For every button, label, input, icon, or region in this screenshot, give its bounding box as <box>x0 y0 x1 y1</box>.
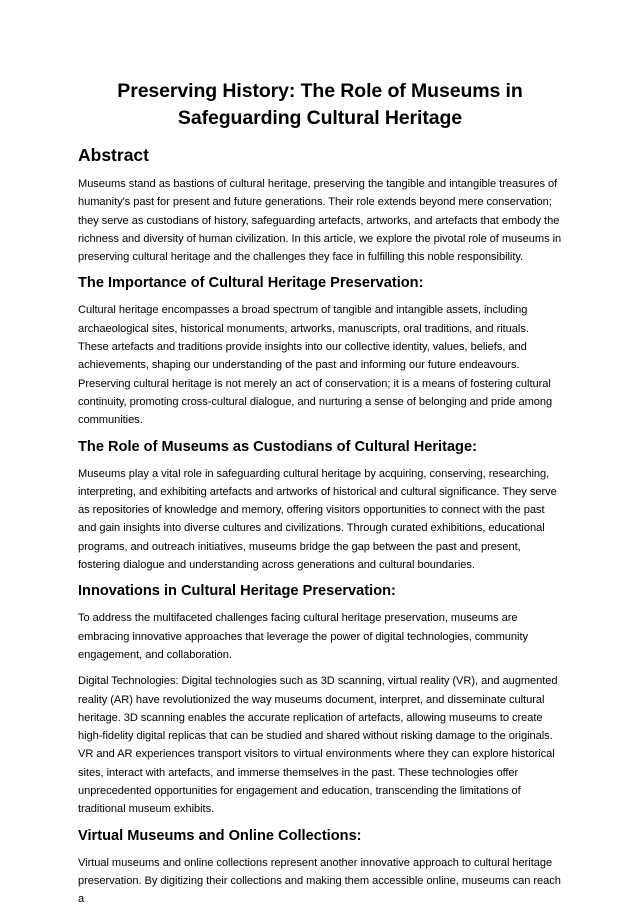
section-heading-importance: The Importance of Cultural Heritage Preservation: <box>78 275 424 292</box>
section-paragraph: Museums play a vital role in safeguarding cultural heritage by acquiring, conserving, researching, interpreting, and exhibiting artefacts and artworks of historical and cultural significance. They serve as repositories of knowledge and memory, offering visitors opportunities to connect with the past and gain insights into diverse cultures and civilizations. Through curated exhibitions, educational programs, and outreach initiatives, museums bridge the gap between the past and present, fostering dialogue and understanding across generations and cultural boundaries. <box>78 467 557 572</box>
section-paragraph: Virtual museums and online collections represent another innovative approach to cultural heritage preservation. By digitizing their collections and making them accessible online, museums can reach a <box>78 856 561 906</box>
section-heading-virtual-museums: Virtual Museums and Online Collections: <box>78 827 362 844</box>
abstract-paragraph: Museums stand as bastions of cultural heritage, preserving the tangible and intangible treasures of humanity's past for present and future generations. Their role extends beyond mere conservation; they serve as custodians of history, safeguarding artefacts, artworks, and artefacts that embody the richness and diversity of human civilization. In this article, we explore the pivotal role of museums in preserving cultural heritage and the challenges they face in fulfilling this noble responsibility. <box>78 178 562 264</box>
section-paragraph: Digital Technologies: Digital technologies such as 3D scanning, virtual reality (VR), and augmented reality (AR) have revolutionized the way museums document, interpret, and disseminate cultural heritage. 3D scanning enables the accurate replication of artefacts, allowing museums to create high-fidelity digital replicas that can be studied and shared without risking damage to the originals. VR and AR experiences transport visitors to virtual environments where they can explore historical sites, interact with artefacts, and immerse themselves in the past. These technologies offer unprecedented opportunities for engagement and education, transcending the limitations of traditional museum exhibits. <box>78 675 558 816</box>
section-paragraph: Cultural heritage encompasses a broad spectrum of tangible and intangible assets, including archaeological sites, historical monuments, artworks, manuscripts, oral traditions, and rituals. These artefacts and traditions provide insights into our collective identity, values, beliefs, and achievements, shaping our understanding of the past and informing our future endeavours. Preserving cultural heritage is not merely an act of conservation; it is a means of fostering cultural continuity, promoting cross-cultural dialogue, and nurturing a sense of belonging and pride among communities. <box>78 304 553 427</box>
abstract-heading: Abstract <box>78 145 149 165</box>
document-page <box>78 78 562 917</box>
section-paragraph: To address the multifaceted challenges facing cultural heritage preservation, museums are embracing innovative approaches that leverage the power of digital technologies, community engagement, and collaboration. <box>78 612 528 661</box>
section-heading-innovations: Innovations in Cultural Heritage Preservation: <box>78 583 396 600</box>
section-heading-role-of-museums: The Role of Museums as Custodians of Cultural Heritage: <box>78 438 477 455</box>
document-title: Preserving History: The Role of Museums in Safeguarding Cultural Heritage <box>117 80 523 129</box>
